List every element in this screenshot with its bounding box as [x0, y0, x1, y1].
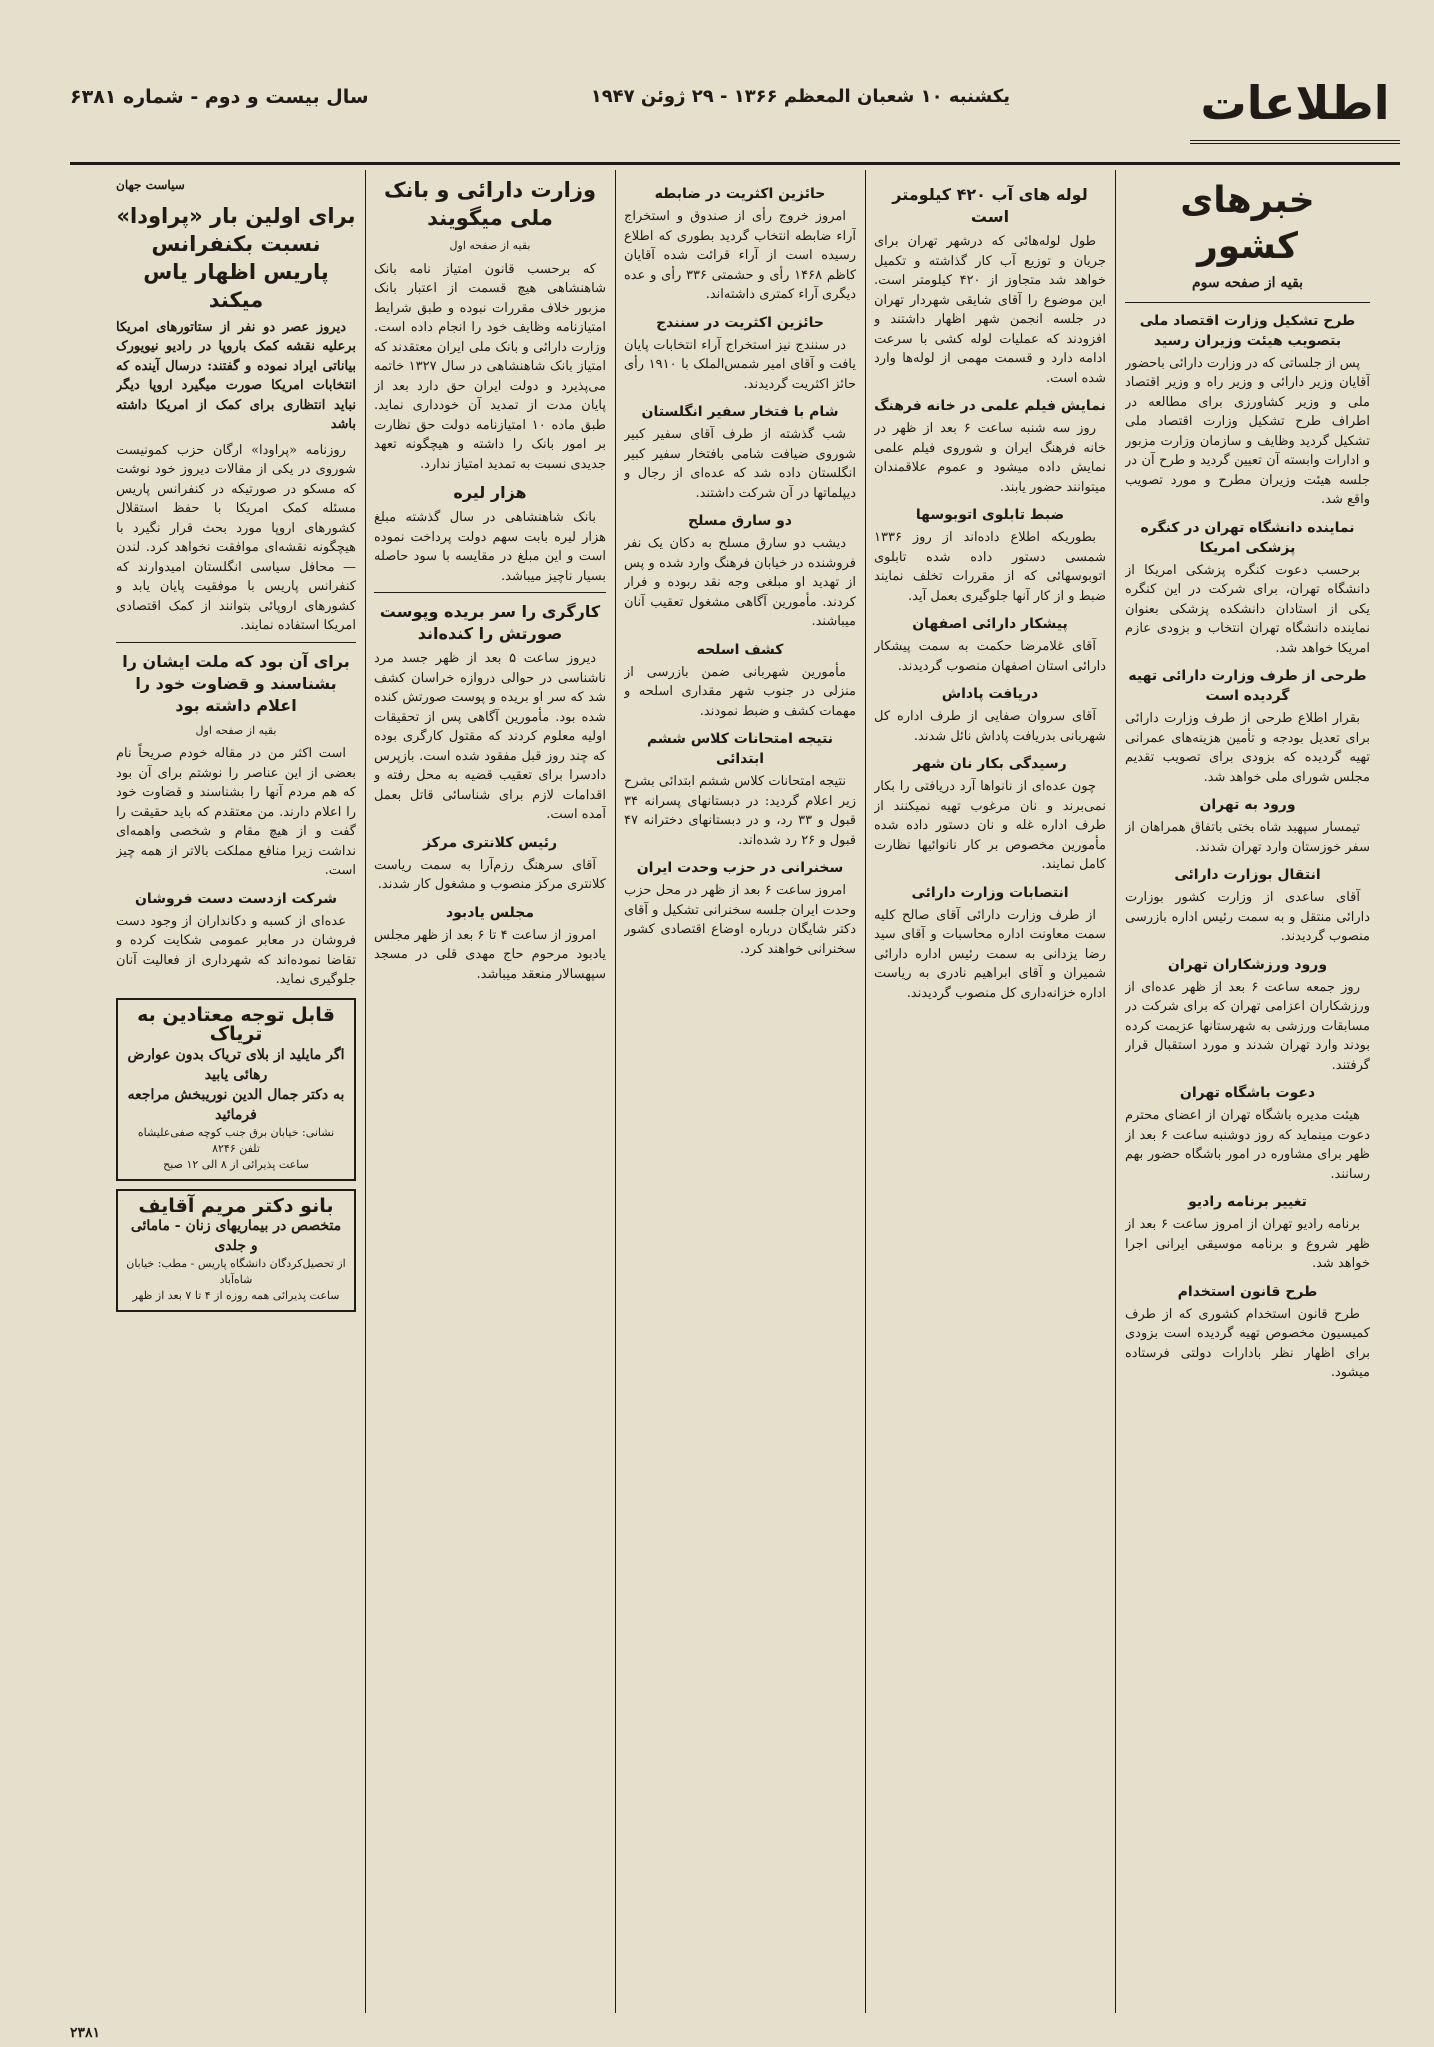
article-body: دیروز ساعت ۵ بعد از ظهر جسد مرد ناشناسی در حوالی دروازه خراسان کشف شد که سر او بریده و پوست صورتش کنده شده بود. مأمورین آگاهی پس از تحقیقات اولیه معلوم کردند که مقتول کارگری بوده که چند روز قبل مفقود شده است. بازپرس دادسرا برای تعقیب قضیه به محل رفته و اقدامات لازم برای شناسائی قاتل بعمل آمده است.: [374, 651, 606, 822]
continued-note: بقیه از صفحه اول: [449, 239, 531, 252]
section-subtitle: بقیه از صفحه سوم: [1191, 275, 1304, 291]
article-headline: رسیدگی بکار نان شهر: [913, 756, 1067, 772]
ad-line: ساعت پذیرائی از ۸ الی ۱۲ صبح: [163, 1157, 309, 1171]
article-body: نتیجه امتحانات کلاس ششم ابتدائی بشرح زیر اعلام گردید: در دبستانهای پسرانه ۳۴ قبول و ۳۳ رد، و در دبستانهای دخترانه ۴۷ قبول و ۲۶ رد شده‌اند.: [624, 774, 856, 848]
article-headline: حائزین اکثریت در ضابطه: [654, 186, 826, 202]
ad-line: اگر مایلید از بلای تریاک بدون عوارض رهائی یابید: [127, 1046, 345, 1083]
ad-title: قابل توجه معتادین به تریاک: [137, 1003, 335, 1045]
article-headline: شرکت ازدست دست فروشان: [134, 890, 337, 907]
article-headline: لوله های آب ۴۲۰ کیلومتر است: [892, 185, 1088, 226]
article-body: روزنامه «پراودا» ارگان حزب کمونیست شوروی در یکی از مقالات دیروز خود نوشت که مسکو در صورتیکه در کنفرانس پاریس مسئله کمک امریکا با حفظ استقلال کشورهای اروپا مورد بحث قرار نگیرد با هیچگونه نقشه‌ای موافقت نخواهد کرد. لندن — محافل سیاسی انگلستان امیدوارند که کنفرانس پاریس با موفقیت پایان یابد و کشورهای اروپائی بتوانند از کمک اقتصادی امریکا استفاده نمایند.: [116, 442, 356, 633]
article-body: آقای ساعدی از وزارت کشور بوزارت دارائی منتقل و به سمت رئیس اداره بازرسی منصوب گردیدند.: [1125, 890, 1370, 944]
dateline: یکشنبه ۱۰ شعبان المعظم ۱۳۶۶ - ۲۹ ژوئن ۱۹۴۷: [590, 86, 1010, 107]
article-headline: طرح قانون استخدام: [1177, 1283, 1318, 1300]
lead-headline: وزارت دارائی و بانک ملی میگویند: [383, 178, 597, 230]
article-body: که برحسب قانون امتیاز نامه بانک شاهنشاهی هیچ قسمت از اعتبار بانک مزبور خلاف مقررات نبوده و طبق شرایط امتیازنامه وظایف خود را انجام داده است. وزارت دارائی و بانک ملی ایران معتقدند که امتیاز بانک شاهنشاهی در سال ۱۳۲۷ خاتمه می‌پذیرد و دولت ایران حق دارد بعد از پایان مدت از تمدید آن خودداری نماید. طبق ماده ۱۰ امتیازنامه دولت حق نظارت بر امور بانک را داشته و هیچگونه تعهد جدیدی نسبت به تمدید امتیاز ندارد.: [374, 261, 606, 472]
article-body: امروز خروج رأی از صندوق و استخراج آراء ضابطه انتخاب گردید بطوری که اطلاع رسیده است از آراء قرائت شده آقایان کاظم ۱۴۶۸ رأی و حشمتی ۳۳۶ رأی و عده دیگری آراء کمتری داشته‌اند.: [624, 209, 856, 302]
article-headline: سخنرانی در حزب وحدت ایران: [636, 860, 844, 876]
article-body: هیئت مدیره باشگاه تهران از اعضای محترم دعوت مینماید که روز دوشنبه ساعت ۶ بعد از ظهر برای مشاوره در امور باشگاه حضور بهم رسانند.: [1125, 1108, 1370, 1182]
article-headline: طرحی از طرف وزارت دارائی تهیه گردیده است: [1128, 668, 1367, 704]
column-national-news: [1125, 176, 1370, 2013]
article-headline: دو سارق مسلح: [688, 513, 792, 529]
article-body: بقرار اطلاع طرحی از طرف وزارت دارائی برای تعدیل بودجه و تأمین هزینه‌های عمرانی تهیه گردیده که بزودی برای تصویب تقدیم مجلس شورای ملی خواهد شد.: [1125, 711, 1370, 785]
article-body: آقای سروان صفایی از طرف اداره کل شهربانی بدریافت پاداش نائل شدند.: [874, 709, 1106, 744]
article-headline: مجلس یادبود: [445, 904, 535, 921]
issue-number: سال بیست و دوم - شماره ۶۳۸۱: [70, 86, 369, 108]
article-headline: نمایش فیلم علمی در خانه فرهنگ: [874, 398, 1106, 414]
column-elections: [624, 176, 856, 2013]
article-headline: ضبط تابلوی اتوبوسها: [915, 507, 1065, 523]
ad-line: از تحصیل‌کردگان دانشگاه پاریس - مطب: خیابان شاه‌آباد: [126, 1257, 346, 1286]
article-headline: تغییر برنامه رادیو: [1188, 1194, 1307, 1210]
column-rule: [865, 170, 866, 2013]
article-headline: هزار لیره: [453, 483, 527, 502]
article-headline: ورود ورزشکاران تهران: [1167, 956, 1328, 973]
column-finance: [374, 176, 606, 2013]
article-body: تیمسار سپهبد شاه بختی باتفاق همراهان از سفر خوزستان وارد تهران شدند.: [1125, 820, 1370, 855]
article-body: آقای سرهنگ رزم‌آرا به سمت ریاست کلانتری مرکز منصوب و مشغول کار شدند.: [374, 857, 606, 892]
article-headline: کشف اسلحه: [696, 641, 784, 658]
lead-headline: برای اولین بار «پراودا» نسبت بکنفرانس پاریس اظهار یاس میکند: [116, 203, 356, 312]
article-headline: نتیجه امتحانات کلاس ششم ابتدائی: [646, 731, 834, 767]
section-label: سیاست جهان: [116, 178, 185, 192]
article-body: مأمورین شهربانی ضمن بازرسی از منزلی در جنوب شهر مقداری اسلحه و مهمات کشف و ضبط نمودند.: [624, 664, 856, 719]
masthead: [70, 70, 1400, 165]
article-body: روز سه شنبه ساعت ۶ بعد از ظهر در خانه فرهنگ ایران و شوروی فیلم علمی نمایش داده میشود و عموم علاقمندان میتوانند حضور یابند.: [874, 421, 1106, 495]
article-headline: پیشکار دارائی اصفهان: [912, 616, 1068, 632]
article-lead: دیروز عصر دو نفر از ستاتورهای امریکا برعلیه نقشه کمک باروپا در رادیو نیویورک بیاناتی ایراد نموده و گفتند: درسال آینده که انتخابات امریکا صورت میگیرد اروپا دیگر نباید انتظاری برای کمک از امریکا داشته باشد: [116, 319, 356, 432]
page-stamp: ۲۳۸۱: [70, 2025, 101, 2041]
article-headline: انتقال بوزارت دارائی: [1174, 867, 1321, 883]
divider: [374, 592, 606, 593]
article-headline: شام با فتخار سفیر انگلستان: [641, 404, 839, 420]
article-headline: کارگری را سر بریده وپوست صورتش را کنده‌اند: [379, 602, 601, 643]
article-headline: طرح تشکیل وزارت اقتصاد ملی بتصویب هیئت وزیران رسید: [1139, 312, 1356, 349]
article-body: امروز از ساعت ۴ تا ۶ بعد از ظهر مجلس یادبود مرحوم حاج مهدی قلی در مسجد سپهسالار منعقد میباشد.: [374, 927, 606, 982]
article-headline: حائزین اکثریت در سنندج: [656, 314, 824, 331]
article-body: چون عده‌ای از نانواها آرد دریافتی را بکار نمی‌برند و نان مرغوب تهیه نمیکنند از طرف اداره غله و نان دستور داده شده مأمورین مخصوص بر کار نانوائیها نظارت کامل نمایند.: [874, 779, 1106, 872]
divider: [1125, 302, 1370, 303]
article-headline: دعوت باشگاه تهران: [1179, 1085, 1316, 1101]
article-body: طرح قانون استخدام کشوری که از طرف کمیسیون مخصوص تهیه گردیده است بزودی برای اظهار نظر بادارات دولتی فرستاده میشود.: [1125, 1306, 1370, 1380]
article-body: امروز ساعت ۶ بعد از ظهر در محل حزب وحدت ایران جلسه سخنرانی تشکیل و آقای دکتر شایگان درباره اوضاع اقتصادی کشور سخنرانی خواهند کرد.: [624, 883, 856, 957]
article-body: در سنندج نیز استخراج آراء انتخابات پایان یافت و آقای امیر شمس‌الملک با ۱۹۱۰ رأی حائز اکثریت گردیدند.: [624, 337, 856, 392]
advertisement-doctor: [116, 1189, 356, 1313]
article-body: آقای غلامرضا حکمت به سمت پیشکار دارائی استان اصفهان منصوب گردیدند.: [874, 639, 1106, 674]
column-world-politics: [116, 176, 356, 2013]
article-body: شب گذشته از طرف آقای سفیر کبیر شوروی ضیافت شامی بافتخار سفیر کبیر انگلستان داده شد که عده‌ای از رجال و دیپلماتها در آن شرکت داشتند.: [624, 427, 856, 501]
column-rule: [615, 170, 616, 2013]
article-body: روز جمعه ساعت ۶ بعد از ظهر عده‌ای از ورزشکاران اعزامی تهران که برای شرکت در مسابقات ورزشی به شهرستانها عزیمت کرده بودند وارد تهران شدند و مورد استقبال قرار گرفتند.: [1125, 979, 1370, 1073]
article-headline: نماینده دانشگاه تهران در کنگره پزشکی امریکا: [1140, 519, 1355, 556]
article-body: پس از جلساتی که در وزارت دارائی باحضور آقایان وزیر دارائی و وزیر راه و وزیر اقتصاد ملی و وزیر کشاورزی برای مطالعه در اطراف طرح تشکیل وزارت اقتصاد ملی تشکیل گردید وظایف و سازمان وزارت مزبور و ادارات وابسته آن تعیین گردید و طرح آن در جلسه هیئت وزیران مطرح و مورد تصویب واقع شد.: [1125, 355, 1370, 507]
ad-line: نشانی: خیابان برق جنب کوچه صفی‌علیشاه تلفن ۸۲۴۶: [137, 1125, 335, 1155]
article-headline: ورود به تهران: [1199, 797, 1296, 813]
article-body: عده‌ای از کسبه و دکانداران از وجود دست فروشان در معابر عمومی شکایت کرده و تقاضا نموده‌اند که شهرداری از فعالیت آنان جلوگیری نماید.: [116, 913, 356, 987]
article-body: است اکثر من در مقاله خودم صریحاً نام بعضی از این عناصر را نوشتم برای آن بود که هم مردم آنها را بشناسند و قضاوت خود را اعلام دارند. من معتقدم که باید حقیقت را گفت و از هیچ مقام و شخصی واهمه‌ای نداشت زیرا منافع مملکت بالاتر از همه چیز است.: [116, 746, 356, 878]
divider: [116, 642, 356, 643]
ad-line: ساعت پذیرائی همه روزه از ۴ تا ۷ بعد از ظهر: [132, 1289, 340, 1302]
article-body: از طرف وزارت دارائی آقای صالح کلیه سمت معاونت اداره محاسبات و آقای سید رضا یزدانی به سمت رئیس اداره دارائی شمیران و آقای ابراهیم نادری به ریاست اداره خزانه‌داری کل منصوب گردیدند.: [874, 907, 1106, 1001]
article-body: برنامه رادیو تهران از امروز ساعت ۶ بعد از ظهر شروع و برنامه موسیقی ایرانی اجرا خواهد شد.: [1125, 1217, 1370, 1271]
article-headline: دریافت پاداش: [941, 686, 1039, 702]
column-rule: [365, 170, 366, 2013]
ad-line: متخصص در بیماریهای زنان - مامائی و جلدی: [130, 1218, 342, 1254]
article-body: طول لوله‌هائی که درشهر تهران برای جریان و توزیع آب کار گذاشته و تکمیل خواهد شد متجاوز از ۴۲۰ کیلومتر است. این موضوع را آقای شایقی شهردار تهران در جلسه انجمن شهر اظهار داشتند و افزودند که عملیات لوله کشی با سرعت ادامه دارد و قسمت مهمی از لوله‌ها وارد شده است.: [874, 234, 1106, 386]
article-body: بطوریکه اطلاع داده‌اند از روز ۱۳۳۶ شمسی دستور داده شده تابلوی اتوبوسهائی که از مقررات تخلف نمایند ضبط و از کار آنها جلوگیری بعمل آید.: [874, 530, 1106, 604]
article-body: بانک شاهنشاهی در سال گذشته مبلغ هزار لیره بابت سهم دولت پرداخت نموده است و این مبلغ در مقایسه با سود حاصله بسیار ناچیز میباشد.: [374, 510, 606, 584]
article-body: برحسب دعوت کنگره پزشکی امریکا از دانشگاه تهران، برای شرکت در این کنگره یکی از استادان دانشکده پزشکی بعنوان نماینده دانشگاه تهران انتخاب و بزودی عازم امریکا خواهد شد.: [1125, 562, 1370, 656]
column-city-news: [874, 176, 1106, 2013]
continued-note: بقیه از صفحه اول: [195, 723, 277, 737]
article-body: دیشب دو سارق مسلح به دکان یک نفر فروشنده در خیابان فرهنگ وارد شده و پس از تهدید او مبلغی وجه نقد ربوده و فرار کردند. مأمورین آگاهی مشغول تعقیب آنان میباشند.: [624, 536, 856, 629]
ad-title: بانو دکتر مریم آقایف: [138, 1194, 334, 1217]
article-headline: رئیس کلانتری مرکز: [422, 834, 558, 851]
section-title: خبرهای کشور: [1180, 180, 1315, 267]
ad-line: به دکتر جمال الدین نوریبخش مراجعه فرمائید: [127, 1086, 345, 1123]
newspaper-logo: اطلاعات: [1190, 70, 1400, 144]
advertisement-opium: [116, 998, 356, 1181]
column-rule: [1115, 170, 1116, 2013]
article-headline: انتصابات وزارت دارائی: [911, 884, 1069, 901]
article-headline: برای آن بود که ملت ایشان را بشناسند و قضاوت خود را اعلام داشته بود: [122, 651, 350, 715]
